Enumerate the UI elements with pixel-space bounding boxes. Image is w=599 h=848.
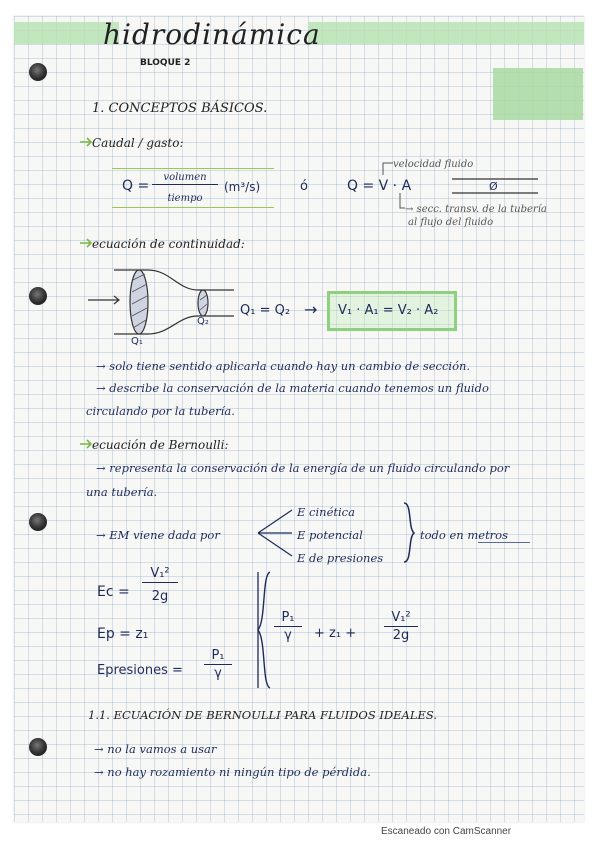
caudal-label: Caudal / gasto:	[92, 136, 184, 150]
epres-denominator: γ	[214, 666, 222, 681]
continuidad-note-1: → solo tiene sentido aplicarla cuando hay un cambio de sección.	[96, 359, 471, 373]
epres-numerator: P₁	[211, 648, 225, 663]
sum-v-numerator: V₁²	[391, 610, 411, 625]
caudal-q: Q =	[122, 178, 150, 194]
continuidad-label: ecuación de continuidad:	[92, 237, 245, 251]
sum-p-denominator: γ	[284, 628, 292, 643]
energy-item-potential: E potencial	[297, 528, 363, 542]
sum-p-numerator: P₁	[281, 610, 295, 625]
items-brace	[404, 503, 414, 562]
sum-plus-z: + z₁ +	[314, 626, 357, 641]
section-pointer	[400, 193, 405, 208]
subsection-note-1: → no la vamos a usar	[94, 742, 217, 756]
q1-label: Q₁	[131, 336, 143, 347]
ec-denominator: 2g	[151, 589, 169, 604]
diameter-line	[452, 179, 538, 193]
caudal-units: (m³/s)	[224, 180, 261, 194]
fraction-denominator: tiempo	[167, 193, 203, 204]
bernoulli-note-1b: una tubería.	[86, 485, 158, 499]
em-label: → EM viene dada por	[96, 528, 220, 542]
page-title: hidrodinámica	[103, 18, 321, 51]
energy-item-pressure: E de presiones	[297, 551, 384, 565]
diameter-symbol: Ø	[489, 180, 498, 193]
velocity-annotation: velocidad fluido	[393, 159, 474, 170]
caudal-or: ó	[300, 179, 308, 194]
page-subtitle: BLOQUE 2	[140, 58, 191, 68]
section-annotation-1: → secc. transv. de la tubería	[405, 204, 547, 215]
energy-item-kinetic: E cinética	[297, 505, 355, 519]
bernoulli-note-1a: → representa la conservación de la energía de un fluido circulando por	[96, 461, 510, 475]
sum-brace	[258, 572, 270, 688]
bernoulli-label: ecuación de Bernoulli:	[92, 438, 229, 452]
velocity-pointer	[383, 163, 393, 175]
ep-label: Ep = z₁	[97, 626, 149, 642]
continuidad-boxed-formula: V₁ · A₁ = V₂ · A₂	[338, 303, 439, 318]
ec-label: Ec =	[97, 584, 130, 600]
scanner-watermark: Escaneado con CamScanner	[381, 826, 512, 837]
branch-lines	[258, 510, 292, 556]
section-heading: 1. CONCEPTOS BÁSICOS.	[92, 101, 268, 116]
continuidad-q: Q₁ = Q₂	[240, 303, 291, 318]
ec-numerator: V₁²	[150, 566, 170, 581]
pipe-diagram	[88, 270, 234, 334]
all-in-meters: todo en metros	[420, 528, 509, 542]
epres-label: Epresiones =	[97, 663, 183, 678]
subsection-heading: 1.1. ECUACIÓN DE BERNOULLI PARA FLUIDOS IDEALES.	[88, 708, 437, 722]
q2-label: Q₂	[197, 316, 209, 327]
continuidad-arrow: →	[304, 300, 318, 319]
fraction-numerator: volumen	[163, 172, 207, 183]
sum-v-denominator: 2g	[392, 628, 410, 643]
subsection-note-2: → no hay rozamiento ni ningún tipo de pérdida.	[94, 765, 371, 779]
section-annotation-2: al flujo del fluido	[408, 217, 494, 228]
continuidad-note-2a: → describe la conservación de la materia cuando tenemos un fluido	[96, 381, 489, 395]
continuidad-note-2b: circulando por la tubería.	[86, 404, 235, 418]
caudal-q-va: Q = V · A	[347, 178, 412, 194]
green-arrow-icon	[80, 138, 91, 448]
